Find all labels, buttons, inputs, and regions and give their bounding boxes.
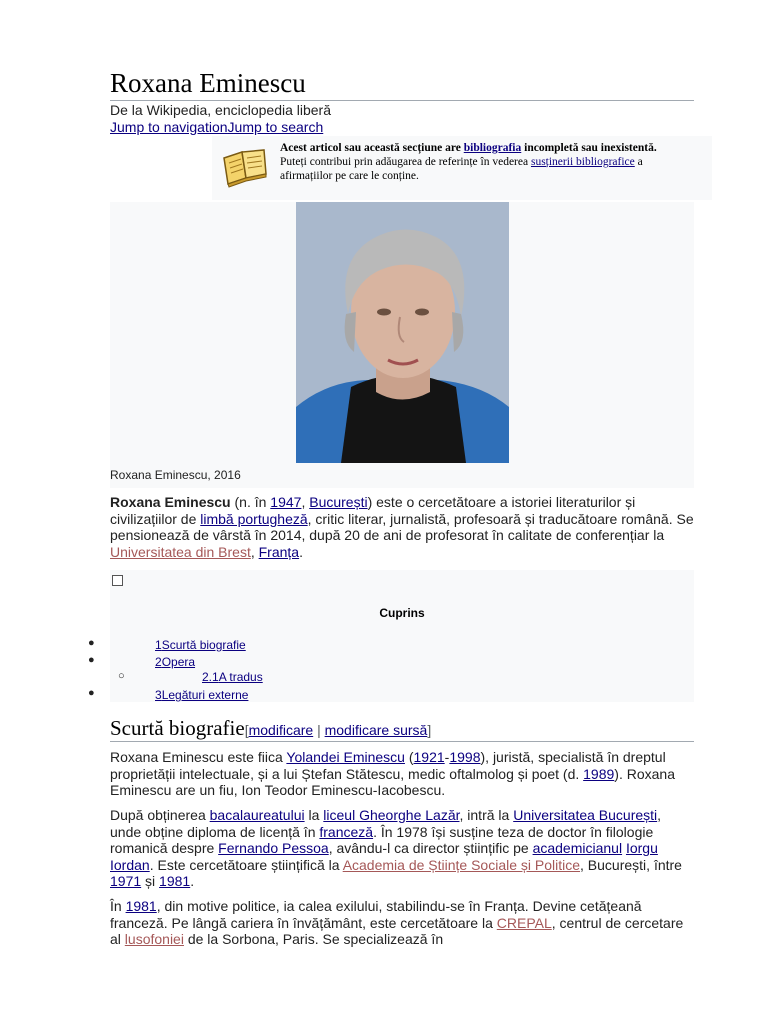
- open-book-icon: [220, 144, 270, 188]
- toc-label: Opera: [161, 655, 196, 669]
- bracket: ]: [427, 722, 432, 738]
- toc-bullet: ●: [88, 637, 95, 649]
- notice-text-part: a afirmațiilor pe care le conține.: [280, 156, 643, 182]
- link-universitatea-bucuresti[interactable]: Universitatea București: [513, 807, 658, 823]
- toc-label: Legături externe: [161, 688, 249, 702]
- toc-number: 1: [155, 638, 162, 652]
- text-run: .: [299, 543, 303, 560]
- toc-title: Cuprins: [379, 606, 425, 620]
- portrait-photo[interactable]: [296, 202, 509, 463]
- link-yolanda-eminescu[interactable]: Yolandei Eminescu: [286, 749, 405, 765]
- text-run: ) este o cercetătoare a istoriei literaturilor și civilizațiilor de: [110, 494, 636, 527]
- toc-item-opera[interactable]: [155, 655, 195, 669]
- separator: |: [313, 722, 325, 738]
- biography-paragraph-1: [110, 749, 694, 799]
- text-run: (n. în: [230, 494, 271, 510]
- biography-paragraph-2: [110, 807, 694, 890]
- page-title: Roxana Eminescu: [110, 66, 694, 101]
- text-run: , critic literar, jurnalistă, profesoară și traducătoare română. Se pensionează de vârstă în 2014, după 20 de ani de profesorat în calitate de conferențiar la: [110, 510, 694, 543]
- notice-text-part: Puteți contribui prin adăugarea de referințe în vederea: [280, 156, 531, 168]
- text-run: ). Roxana Eminescu are un fiu, Ion Teodor Eminescu-Iacobescu.: [110, 765, 675, 798]
- site-tagline: De la Wikipedia, enciclopedia liberă: [110, 102, 332, 118]
- link-bucuresti[interactable]: București: [309, 494, 368, 510]
- link-1981-exile[interactable]: 1981: [125, 898, 157, 914]
- text-run: (: [404, 749, 414, 765]
- table-of-contents: [110, 570, 694, 702]
- text-run: la: [304, 807, 324, 823]
- text-run: După obținerea: [110, 807, 210, 823]
- link-academician[interactable]: academicianul: [532, 840, 623, 856]
- toc-number: 2.1: [202, 670, 219, 684]
- toc-label: A tradus: [218, 670, 263, 684]
- text-run: . Este cercetătoare științifică la: [149, 856, 343, 873]
- edit-source-link[interactable]: modificare sursă: [324, 722, 428, 738]
- toc-toggle-checkbox[interactable]: [112, 575, 123, 586]
- toc-item-scurta-biografie[interactable]: [155, 638, 246, 652]
- edit-link[interactable]: modificare: [248, 722, 314, 738]
- subject-name: Roxana Eminescu: [110, 494, 231, 510]
- toc-item-legaturi-externe[interactable]: [155, 688, 248, 702]
- jump-links: [110, 119, 323, 136]
- text-run: .: [190, 873, 195, 889]
- bracket: [: [244, 722, 249, 738]
- link-crepal[interactable]: CREPAL: [496, 914, 552, 931]
- text-run: , avându-l ca director științific pe: [328, 840, 533, 856]
- text-run: ,: [250, 543, 259, 560]
- link-1947[interactable]: 1947: [270, 494, 302, 510]
- text-run: , intră la: [459, 807, 514, 823]
- link-1989[interactable]: 1989: [583, 765, 615, 782]
- notice-bold-text: [280, 142, 657, 154]
- text-run: , unde obține diploma de licență în: [110, 807, 662, 840]
- text-run: ,: [301, 494, 310, 510]
- toc-number: 3: [155, 688, 162, 702]
- link-academia-stiinte-sociale[interactable]: Academia de Științe Sociale și Politice: [342, 856, 581, 873]
- notice-text-part: incompletă sau inexistentă.: [521, 142, 657, 154]
- text-run: În: [110, 898, 126, 914]
- link-lusofoniei[interactable]: lusofoniei: [124, 931, 184, 947]
- link-liceul-gheorghe-lazar[interactable]: liceul Gheorghe Lazăr: [323, 807, 460, 823]
- section-heading: [110, 716, 694, 742]
- text-run: . În 1978 își susține teza de doctor în filologie romanică despre: [110, 823, 654, 856]
- text-run: Roxana Eminescu este fiica: [110, 749, 287, 765]
- link-1981[interactable]: 1981: [159, 873, 191, 889]
- section-edit-links: [245, 722, 432, 738]
- text-run: de la Sorbona, Paris. Se specializează în: [183, 931, 444, 947]
- link-bacalaureat[interactable]: bacalaureatului: [209, 807, 305, 823]
- notice-text: [280, 141, 690, 183]
- toc-label: Scurtă biografie: [161, 638, 246, 652]
- toc-bullet: ●: [88, 687, 95, 699]
- toc-bullet: ●: [88, 654, 95, 666]
- link-1921[interactable]: 1921: [413, 749, 445, 765]
- link-1971[interactable]: 1971: [110, 873, 142, 889]
- link-universitatea-din-brest[interactable]: Universitatea din Brest: [110, 543, 251, 560]
- intro-paragraph: [110, 494, 694, 560]
- link-iorgu-iordan[interactable]: Iorgu Iordan: [110, 840, 658, 873]
- bibliography-notice: [212, 136, 712, 200]
- text-run: -: [444, 749, 450, 765]
- notice-text-part: Acest articol sau această secțiune are: [280, 142, 464, 154]
- toc-number: 2: [155, 655, 162, 669]
- biography-paragraph-3: [110, 898, 694, 948]
- text-run: , București, între: [580, 856, 682, 873]
- text-run: ), juristă, specialistă în dreptul proprietății intelectuale, și a lui Ștefan Stătescu, medic oftalmolog și poet (d.: [110, 749, 666, 782]
- text-run: și: [141, 873, 160, 889]
- bibliography-link[interactable]: bibliografia: [463, 142, 522, 154]
- toc-item-a-tradus[interactable]: [202, 670, 263, 684]
- text-run: , din motive politice, ia calea exilului, stabilindu-se în Franța. Devine cetățeană franceză. Pe lângă cariera în învățământ, este cercetătoare la: [110, 898, 642, 931]
- section-title: Scurtă biografie: [110, 716, 245, 740]
- jump-to-navigation-link[interactable]: Jump to navigation: [110, 119, 228, 135]
- link-franta[interactable]: Franța: [258, 543, 300, 560]
- text-run: , centrul de cercetare al: [110, 914, 684, 947]
- jump-to-search-link[interactable]: Jump to search: [227, 119, 324, 135]
- toc-sub-bullet: ○: [118, 670, 125, 682]
- link-fernando-pessoa[interactable]: Fernando Pessoa: [218, 840, 329, 856]
- link-limba-portugheza[interactable]: limbă portugheză: [200, 510, 308, 527]
- bibliographic-support-link[interactable]: susținerii bibliografice: [530, 156, 635, 168]
- link-franceza[interactable]: franceză: [319, 823, 374, 840]
- link-1998[interactable]: 1998: [449, 749, 481, 765]
- image-caption: Roxana Eminescu, 2016: [110, 468, 241, 482]
